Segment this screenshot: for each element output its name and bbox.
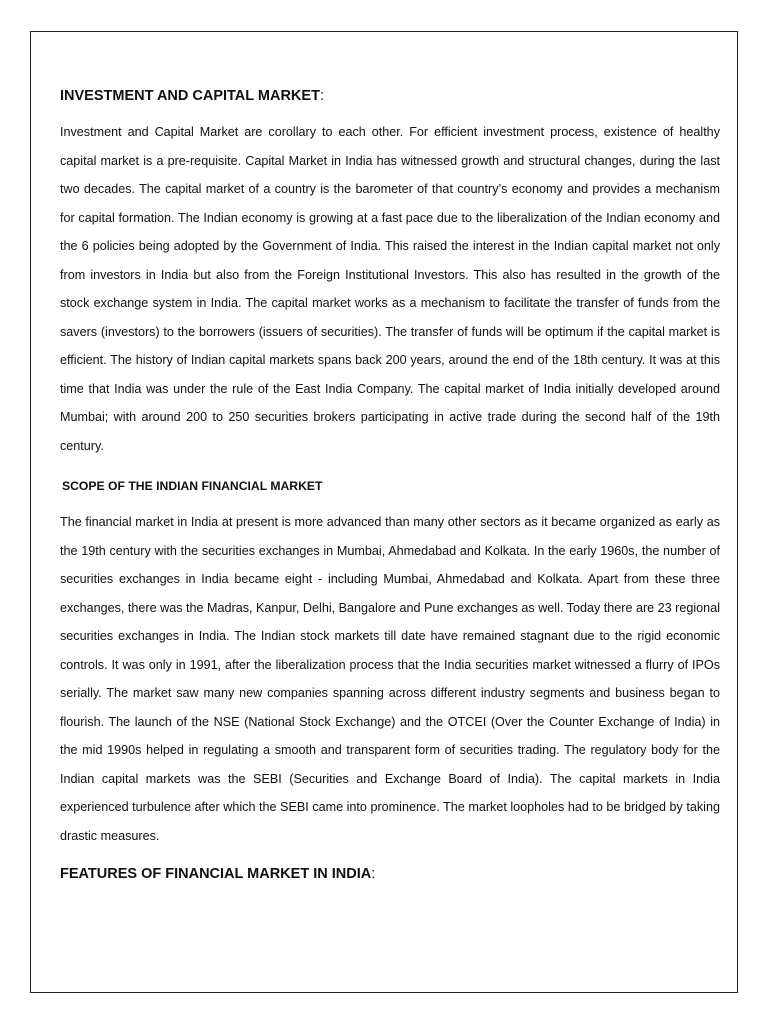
section-heading-investment: [60, 88, 720, 104]
section-heading-investment-colon: :: [319, 88, 324, 104]
section-heading-scope: SCOPE OF THE INDIAN FINANCIAL MARKET: [62, 479, 323, 493]
section-heading-features-text: FEATURES OF FINANCIAL MARKET IN INDIA: [60, 866, 372, 882]
section-heading-investment-text: INVESTMENT AND CAPITAL MARKET: [60, 88, 320, 104]
paragraph-scope: The financial market in India at present is more advanced than many other sectors as it became organized as early as the 19th century with the securities exchanges in Mumbai, Ahmedabad and Kolkata. In the early 1960s, the number of securities exchanges in India became eight - including Mumbai, Ahmedabad and Kolkata. Apart from these three exchanges, there was the Madras, Kanpur, Delhi, Bangalore and Pune exchanges as well. Today there are 23 regional securities exchanges in India. The Indian stock markets till date have remained stagnant due to the rigid economic controls. It was only in 1991, after the liberalization process that the India securities market witnessed a flurry of IPOs serially. The market saw many new companies spanning across different industry segments and business began to flourish. The launch of the NSE (National Stock Exchange) and the OTCEI (Over the Counter Exchange of India) in the mid 1990s helped in regulating a smooth and transparent form of securities trading. The regulatory body for the Indian capital markets was the SEBI (Securities and Exchange Board of India). The capital markets in India experienced turbulence after which the SEBI came into prominence. The market loopholes had to be bridged by taking drastic measures.: [60, 515, 720, 843]
section-heading-features-colon: :: [371, 866, 376, 882]
paragraph-investment: Investment and Capital Market are corollary to each other. For efficient investment process, existence of healthy capital market is a pre-requisite. Capital Market in India has witnessed growth and structural changes, during the last two decades. The capital market of a country is the barometer of that country’s economy and provides a mechanism for capital formation. The Indian economy is growing at a fast pace due to the liberalization of the Indian economy and the 6 policies being adopted by the Government of India. This raised the interest in the Indian capital market not only from investors in India but also from the Foreign Institutional Investors. This also has resulted in the growth of the stock exchange system in India. The capital market works as a mechanism to facilitate the transfer of funds from the savers (investors) to the borrowers (issuers of securities). The transfer of funds will be optimum if the capital market is efficient. The history of Indian capital markets spans back 200 years, around the end of the 18th century. It was at this time that India was under the rule of the East India Company. The capital market of India initially developed around Mumbai; with around 200 to 250 securities brokers participating in active trade during the second half of the 19th century.: [60, 125, 720, 453]
section-heading-features: [60, 866, 720, 882]
document-body: [60, 88, 720, 882]
